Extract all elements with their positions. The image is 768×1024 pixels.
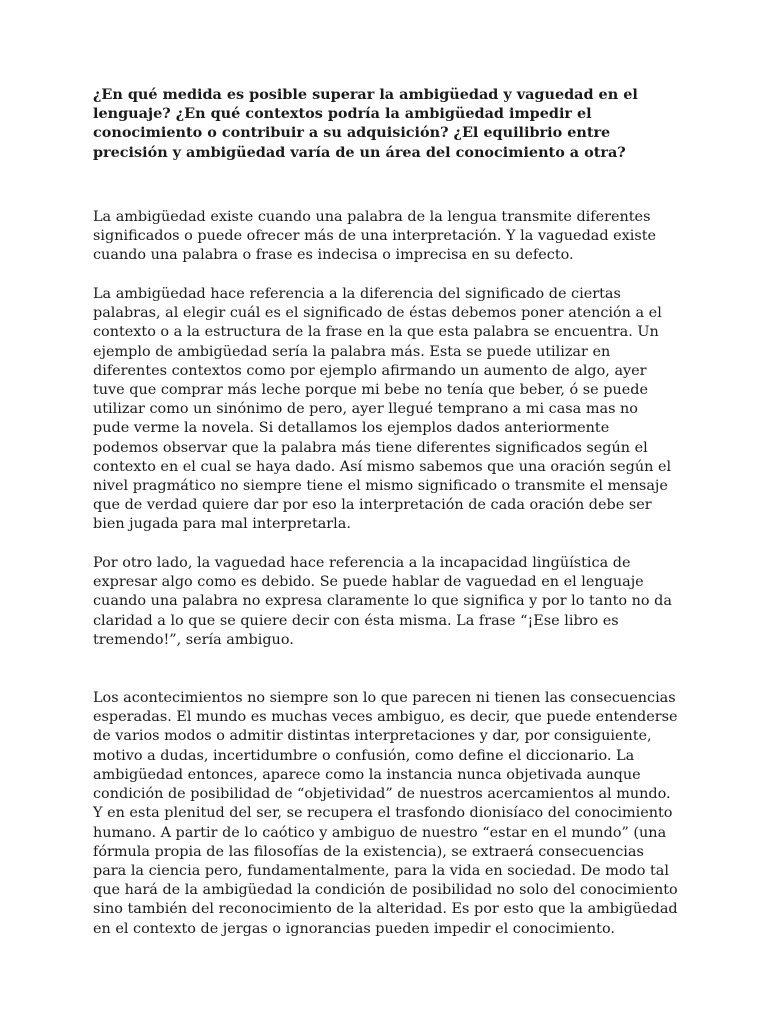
paragraph-events-ambiguity: Los acontecimientos no siempre son lo que parecen ni tienen las consecuencias esperadas. El mundo es muchas veces ambiguo, es decir, que puede entenderse de varios modos o admitir distintas interpretaciones y dar, por consiguiente, motivo a dudas, incertidumbre o confusión, como define el diccionario. La ambigüedad entonces, aparece como la instancia nunca objetivada aunque condición de posibilidad de “objetividad” de nuestros acercamientos al mundo. Y en esta plenitud del ser, se recupera el trasfondo dionisíaco del conocimiento humano. A partir de lo caótico y ambiguo de nuestro “estar en el mundo” (una fórmula propia de las filosofías de la existencia), se extraerá consecuencias para la ciencia pero, fundamentalmente, para la vida en sociedad. De modo tal que hará de la ambigüedad la condición de posibilidad no solo del conocimiento sino también del reconocimiento de la alteridad. Es por esto que la ambigüedad en el contexto de jergas o ignorancias pueden impedir el conocimiento. [93, 690, 678, 937]
paragraph-ambiguity-definition: La ambigüedad existe cuando una palabra de la lengua transmite diferentes significados o puede ofrecer más de una interpretación. Y la vaguedad existe cuando una palabra o frase es indecisa o imprecisa en su defecto. [93, 208, 657, 264]
document-heading: ¿En qué medida es posible superar la ambigüedad y vaguedad en el lenguaje? ¿En qué contextos podría la ambigüedad impedir el conocimiento o contribuir a su adquisición? ¿El equilibrio entre precisión y ambigüedad varía de un área del conocimiento a otra? [93, 86, 638, 161]
paragraph-vagueness: Por otro lado, la vaguedad hace referencia a la incapacidad lingüística de expresar algo como es debido. Se puede hablar de vaguedad en el lenguaje cuando una palabra no expresa claramente lo que significa y por lo tanto no da claridad a lo que se quiere decir con ésta misma. La frase “¡Ese libro es tremendo!”, sería ambiguo. [93, 555, 672, 648]
paragraph-ambiguity-example: La ambigüedad hace referencia a la diferencia del significado de ciertas palabras, al elegir cuál es el significado de éstas debemos poner atención a el contexto o a la estructura de la frase en la que esta palabra se encuentra. Un ejemplo de ambigüedad sería la palabra más. Esta se puede utilizar en diferentes contextos como por ejemplo afirmando un aumento de algo, ayer tuve que comprar más leche porque mi bebe no tenía que beber, ó se puede utilizar como un sinónimo de pero, ayer llegué temprano a mi casa mas no pude verme la novela. Si detallamos los ejemplos dados anteriormente podemos observar que la palabra más tiene diferentes significados según el contexto en el cual se haya dado. Así mismo sabemos que una oración según el nivel pragmático no siempre tiene el mismo significado o transmite el mensaje que de verdad quiere dar por eso la interpretación de cada oración debe ser bien jugada para mal interpretarla. [93, 285, 672, 533]
